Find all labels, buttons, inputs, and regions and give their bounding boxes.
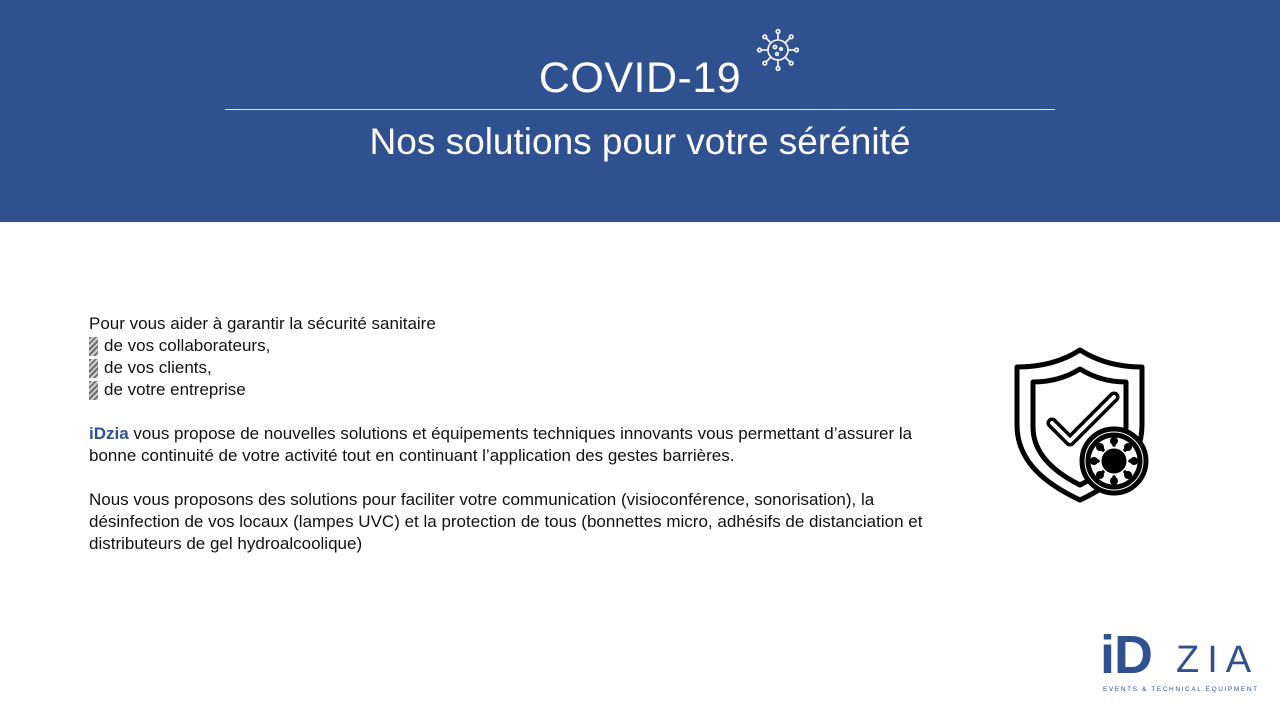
list-item: de votre entreprise (89, 379, 929, 401)
brand-name: iDzia (89, 424, 129, 443)
bullet-list (89, 335, 929, 401)
logo-word: ZIA (1176, 639, 1260, 681)
page-subtitle: Nos solutions pour votre sérénité (369, 121, 911, 162)
list-item: de vos collaborateurs, (89, 335, 929, 357)
header-banner (0, 0, 1280, 222)
logo-tagline: EVENTS & TECHNICAL EQUIPMENT (1103, 686, 1259, 693)
shield-virus-check-icon (1008, 345, 1154, 505)
bullet-marker (89, 359, 98, 378)
page-title: COVID-19 (538, 54, 742, 102)
logo-mark: iD (1100, 625, 1152, 685)
bullet-marker (89, 381, 98, 400)
main-content (89, 313, 929, 555)
list-item: de vos clients, (89, 357, 929, 379)
company-logo (1100, 625, 1260, 698)
virus-icon (756, 28, 800, 72)
paragraph-solutions: Nous vous proposons des solutions pour faciliter votre communication (visioconférence, sonorisation), la désinfection de vos locaux (lampes UVC) et la protection de tous (bonnettes micro, adhésifs de distanciation et distributeurs de gel hydroalcoolique) (89, 490, 923, 553)
intro-text: Pour vous aider à garantir la sécurité sanitaire (89, 314, 436, 333)
header-divider (225, 109, 1055, 110)
bullet-marker (89, 337, 98, 356)
paragraph-offer: iDzia vous propose de nouvelles solutions et équipements techniques innovants vous permettant d’assurer la bonne continuité de votre activité tout en continuant l’application des gestes barrières. (89, 424, 913, 465)
